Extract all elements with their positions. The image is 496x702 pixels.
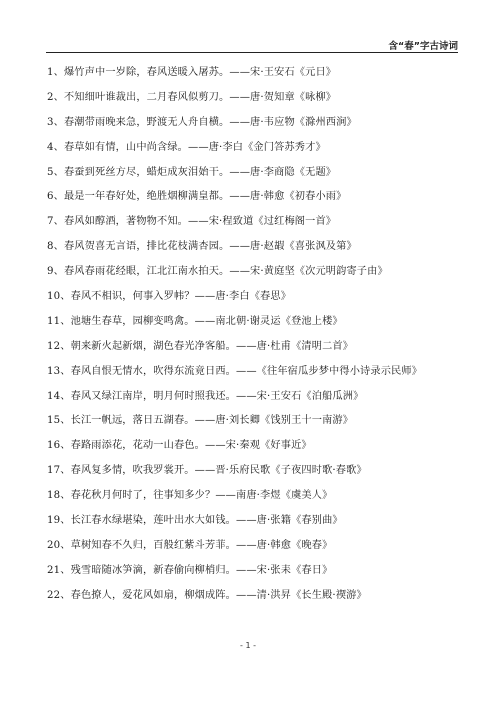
poem-line-22 (47, 589, 467, 614)
poem-line-2 (47, 91, 467, 116)
poem-text: 18、春花秋月何时了，往事知多少？——南唐·李煜《虞美人》 (47, 490, 333, 502)
poem-line-6 (47, 190, 467, 215)
poem-text: 4、春草如有情，山中尚含绿。——唐·李白《金门答苏秀才》 (47, 141, 326, 153)
poem-text: 13、春风自恨无情水，吹得东流竟日西。——《往年宿瓜步梦中得小诗录示民师》 (47, 365, 423, 377)
poem-line-13 (47, 365, 467, 390)
poem-line-8 (47, 240, 467, 265)
poem-text: 10、春风不相识，何事入罗帏？——唐·李白《春思》 (47, 291, 292, 303)
poem-text: 9、春风春雨花经眼，江北江南水拍天。——宋·黄庭坚《次元明韵寄子由》 (47, 266, 388, 278)
page-header (46, 34, 458, 53)
poem-line-17 (47, 464, 467, 489)
poem-text: 2、不知细叶谁裁出，二月春风似剪刀。——唐·贺知章《咏柳》 (47, 91, 337, 103)
poem-line-3 (47, 116, 467, 141)
poem-text: 17、春风复多情，吹我罗裳开。——晋·乐府民歌《子夜四时歌·春歌》 (47, 465, 367, 477)
poem-line-20 (47, 539, 467, 564)
poem-text: 6、最是一年春好处，绝胜烟柳满皇都。——唐·韩愈《初春小雨》 (47, 191, 347, 203)
poem-line-11 (47, 315, 467, 340)
page-number: - 1 - (240, 641, 256, 650)
poem-line-12 (47, 340, 467, 365)
poem-line-5 (47, 166, 467, 191)
poem-text: 16、春路雨添花，花动一山春色。——宋·秦观《好事近》 (47, 440, 312, 452)
poem-line-10 (47, 290, 467, 315)
poem-text: 14、春风又绿江南岸，明月何时照我还。——宋·王安石《泊船瓜洲》 (47, 390, 364, 402)
poem-line-7 (47, 215, 467, 240)
poem-line-19 (47, 514, 467, 539)
poem-line-15 (47, 414, 467, 439)
poem-text: 11、池塘生春草，园柳变鸣禽。——南北朝·谢灵运《登池上楼》 (47, 315, 343, 327)
poem-text: 15、长江一帆远，落日五湖春。——唐·刘长卿《饯别王十一南游》 (47, 415, 354, 427)
poem-text: 20、草树知春不久归，百般红紫斗芳菲。——唐·韩愈《晚春》 (47, 539, 333, 551)
poem-text: 22、春色撩人，爱花风如扇，柳烟成阵。——清·洪昇《长生殿·禊游》 (47, 589, 367, 601)
poem-line-14 (47, 390, 467, 415)
poem-text: 12、朝来新火起新烟，湖色春光净客船。——唐·杜甫《清明二首》 (47, 340, 354, 352)
header-title: 含“春”字古诗词 (388, 41, 458, 52)
poem-line-4 (47, 141, 467, 166)
poem-text: 1、爆竹声中一岁除，春风送暖入屠苏。——宋·王安石《元日》 (47, 67, 337, 78)
poem-line-16 (47, 439, 467, 464)
poem-text: 3、春潮带雨晚来急，野渡无人舟自横。——唐·韦应物《滁州西涧》 (47, 116, 357, 128)
poem-line-21 (47, 564, 467, 589)
poem-text: 5、春蚕到死丝方尽，蜡炬成灰泪始干。——唐·李商隐《无题》 (47, 166, 337, 178)
poem-text: 8、春风贺喜无言语，排比花枝满杏园。——唐·赵嘏《喜张沨及第》 (47, 241, 357, 253)
poem-line-18 (47, 489, 467, 514)
poem-text: 21、残雪暗随冰笋滴，新春偷向柳梢归。——宋·张耒《春日》 (47, 564, 333, 576)
poem-line-9 (47, 265, 467, 290)
poem-text: 7、春风如醇酒，著物物不知。——宋·程致道《过红梅阁一首》 (47, 216, 337, 228)
poem-list (47, 66, 467, 614)
poem-line-1 (47, 66, 467, 91)
poem-text: 19、长江春水绿堪染，莲叶出水大如钱。——唐·张籍《春别曲》 (47, 515, 343, 527)
